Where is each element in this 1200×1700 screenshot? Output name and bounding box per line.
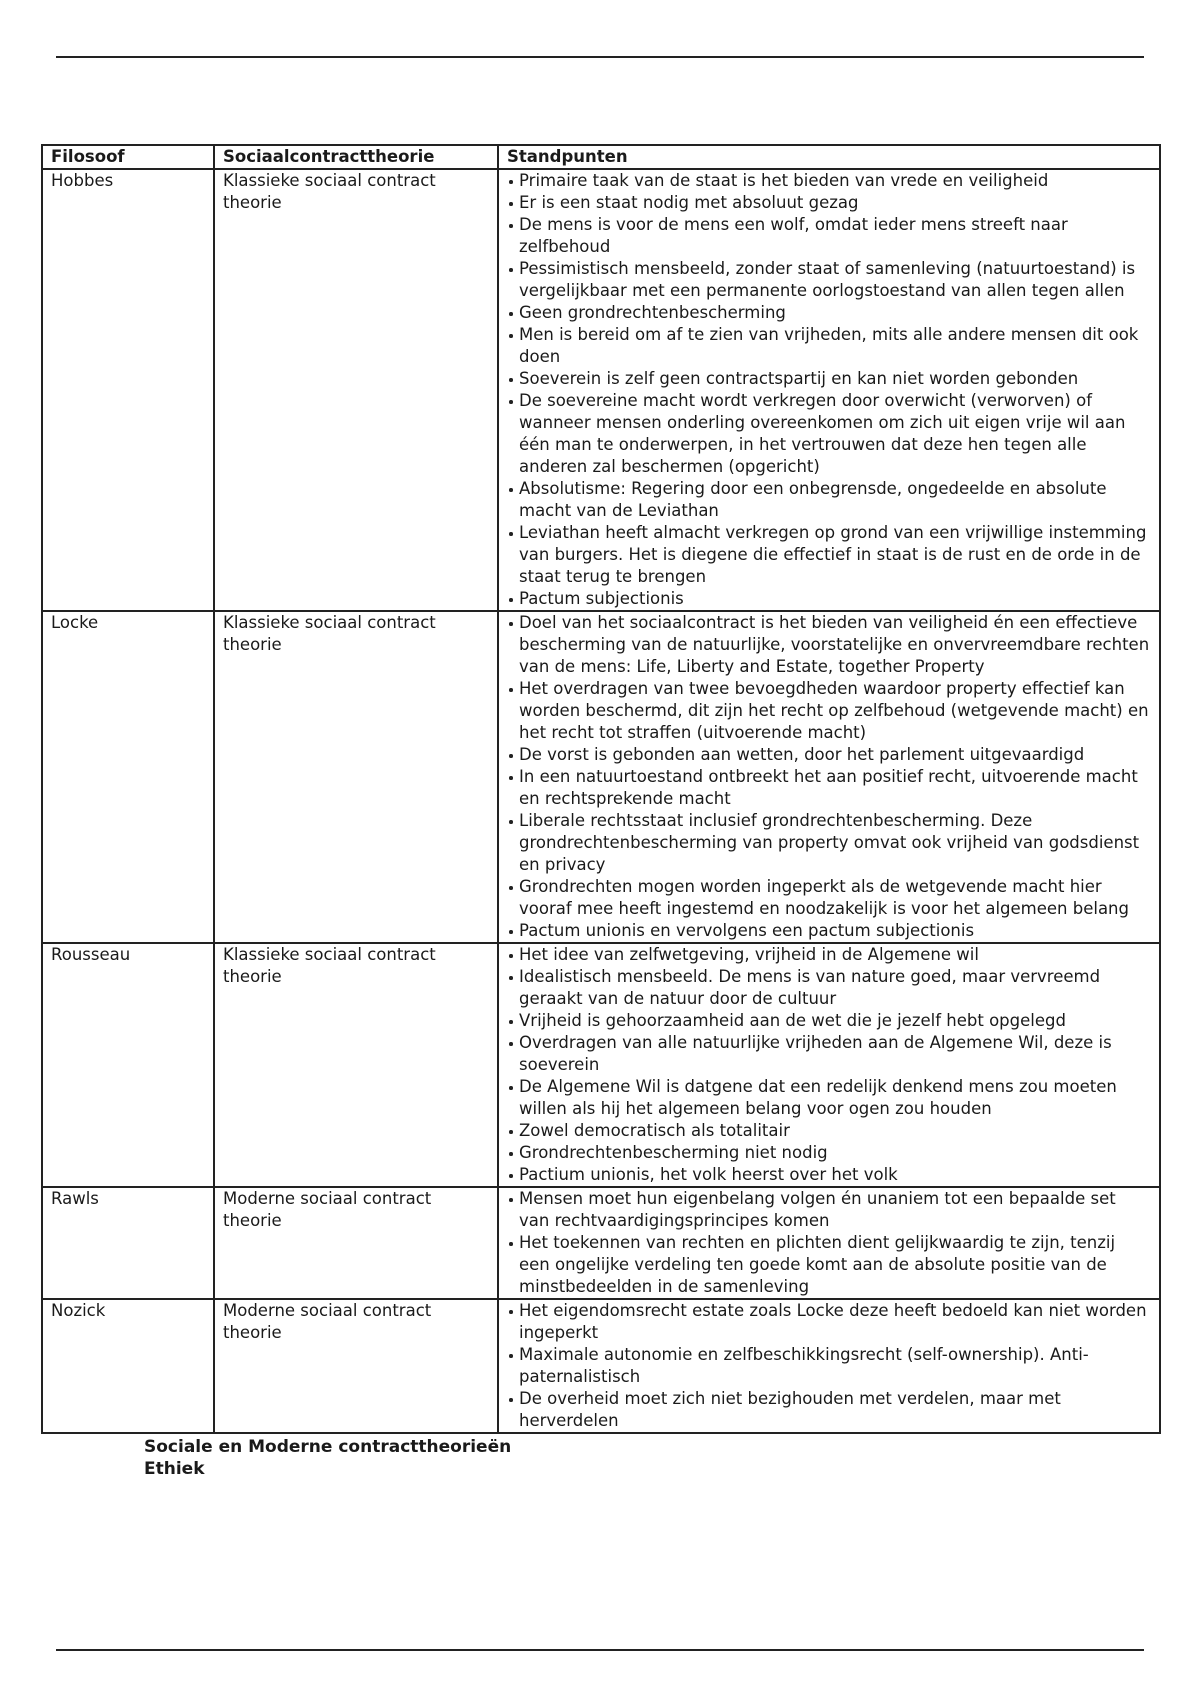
position-item: Het overdragen van twee bevoegdheden waardoor property effectief kan worden beschermd, dit zijn het recht op zelfbehoud (wetgevende macht) en het recht tot straffen (uitvoerende macht) — [507, 678, 1151, 744]
position-item: Vrijheid is gehoorzaamheid aan de wet die je jezelf hebt opgelegd — [507, 1010, 1151, 1032]
position-item: Geen grondrechtenbescherming — [507, 302, 1151, 324]
header-rule — [56, 56, 1144, 58]
position-item: Soeverein is zelf geen contractspartij en kan niet worden gebonden — [507, 368, 1151, 390]
positions-list — [507, 170, 1151, 610]
philosopher-cell: Hobbes — [42, 169, 214, 611]
column-header-positions: Standpunten — [498, 145, 1160, 169]
position-item: Pactum unionis en vervolgens een pactum subjectionis — [507, 920, 1151, 942]
position-item: Pessimistisch mensbeeld, zonder staat of samenleving (natuurtoestand) is vergelijkbaar met een permanente oorlogstoestand van allen tegen allen — [507, 258, 1151, 302]
philosopher-cell: Nozick — [42, 1299, 214, 1433]
column-header-philosopher: Filosoof — [42, 145, 214, 169]
positions-list — [507, 1300, 1151, 1432]
table-row — [42, 611, 1160, 943]
position-item: Het eigendomsrecht estate zoals Locke deze heeft bedoeld kan niet worden ingeperkt — [507, 1300, 1151, 1344]
philosopher-cell: Locke — [42, 611, 214, 943]
position-item: Pactium unionis, het volk heerst over het volk — [507, 1164, 1151, 1186]
position-item: Idealistisch mensbeeld. De mens is van nature goed, maar vervreemd geraakt van de natuur door de cultuur — [507, 966, 1151, 1010]
theory-cell: Moderne sociaal contract theorie — [214, 1187, 498, 1299]
position-item: Grondrechtenbescherming niet nodig — [507, 1142, 1151, 1164]
table-row — [42, 943, 1160, 1187]
position-item: Zowel democratisch als totalitair — [507, 1120, 1151, 1142]
table-row — [42, 1299, 1160, 1433]
position-item: Doel van het sociaalcontract is het bieden van veiligheid én een effectieve bescherming van de natuurlijke, voorstatelijke en onvervreemdbare rechten van de mens: Life, Liberty and Estate, together Property — [507, 612, 1151, 678]
theory-cell: Klassieke sociaal contract theorie — [214, 611, 498, 943]
positions-cell — [498, 943, 1160, 1187]
positions-cell — [498, 169, 1160, 611]
positions-cell — [498, 1299, 1160, 1433]
position-item: Het toekennen van rechten en plichten dient gelijkwaardig te zijn, tenzij een ongelijke verdeling ten goede komt aan de absolute positie van de minstbedeelden in de samenleving — [507, 1232, 1151, 1298]
position-item: Er is een staat nodig met absoluut gezag — [507, 192, 1151, 214]
position-item: De vorst is gebonden aan wetten, door het parlement uitgevaardigd — [507, 744, 1151, 766]
position-item: Absolutisme: Regering door een onbegrensde, ongedeelde en absolute macht van de Leviathan — [507, 478, 1151, 522]
positions-cell — [498, 611, 1160, 943]
positions-list — [507, 1188, 1151, 1298]
positions-list — [507, 944, 1151, 1186]
position-item: In een natuurtoestand ontbreekt het aan positief recht, uitvoerende macht en rechtsprekende macht — [507, 766, 1151, 810]
table-row — [42, 1187, 1160, 1299]
philosophy-table — [41, 144, 1161, 1434]
position-item: Pactum subjectionis — [507, 588, 1151, 610]
position-item: Mensen moet hun eigenbelang volgen én unaniem tot een bepaalde set van rechtvaardigingsprincipes komen — [507, 1188, 1151, 1232]
table-header-row — [42, 145, 1160, 169]
footer-rule — [56, 1649, 1144, 1651]
philosopher-cell: Rawls — [42, 1187, 214, 1299]
caption-subject: Ethiek — [144, 1459, 205, 1479]
position-item: De mens is voor de mens een wolf, omdat ieder mens streeft naar zelfbehoud — [507, 214, 1151, 258]
table-row — [42, 169, 1160, 611]
theory-cell: Klassieke sociaal contract theorie — [214, 943, 498, 1187]
position-item: De soevereine macht wordt verkregen door overwicht (verworven) of wanneer mensen onderling overeenkomen om zich uit eigen vrije wil aan één man te onderwerpen, in het vertrouwen dat deze hen tegen alle anderen zal beschermen (opgericht) — [507, 390, 1151, 478]
positions-list — [507, 612, 1151, 942]
caption-title: Sociale en Moderne contracttheorieën — [144, 1437, 512, 1457]
position-item: Men is bereid om af te zien van vrijheden, mits alle andere mensen dit ook doen — [507, 324, 1151, 368]
position-item: Maximale autonomie en zelfbeschikkingsrecht (self-ownership). Anti-paternalistisch — [507, 1344, 1151, 1388]
column-header-theory: Sociaalcontracttheorie — [214, 145, 498, 169]
theory-cell: Moderne sociaal contract theorie — [214, 1299, 498, 1433]
philosopher-cell: Rousseau — [42, 943, 214, 1187]
position-item: Overdragen van alle natuurlijke vrijheden aan de Algemene Wil, deze is soeverein — [507, 1032, 1151, 1076]
position-item: Leviathan heeft almacht verkregen op grond van een vrijwillige instemming van burgers. Het is diegene die effectief in staat is de rust en de orde in de staat terug te brengen — [507, 522, 1151, 588]
position-item: Liberale rechtsstaat inclusief grondrechtenbescherming. Deze grondrechtenbescherming van property omvat ook vrijheid van godsdienst en privacy — [507, 810, 1151, 876]
position-item: De overheid moet zich niet bezighouden met verdelen, maar met herverdelen — [507, 1388, 1151, 1432]
positions-cell — [498, 1187, 1160, 1299]
position-item: Primaire taak van de staat is het bieden van vrede en veiligheid — [507, 170, 1151, 192]
position-item: Het idee van zelfwetgeving, vrijheid in de Algemene wil — [507, 944, 1151, 966]
theory-cell: Klassieke sociaal contract theorie — [214, 169, 498, 611]
position-item: Grondrechten mogen worden ingeperkt als de wetgevende macht hier vooraf mee heeft ingestemd en noodzakelijk is voor het algemeen belang — [507, 876, 1151, 920]
position-item: De Algemene Wil is datgene dat een redelijk denkend mens zou moeten willen als hij het algemeen belang voor ogen zou houden — [507, 1076, 1151, 1120]
document-caption — [144, 1436, 511, 1480]
